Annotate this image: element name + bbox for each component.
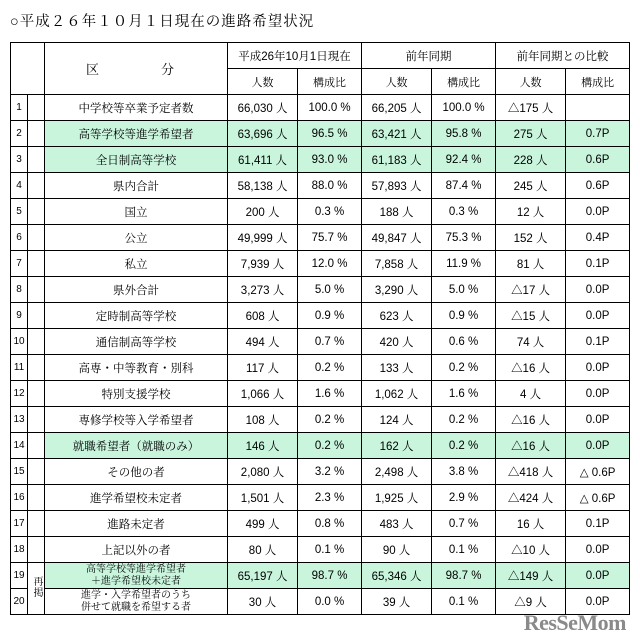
value-previous-share: 87.4 % <box>432 173 496 199</box>
value-diff-share: 0.0P <box>566 407 630 433</box>
value-diff-count: 228 人 <box>495 147 565 173</box>
row-indent-gutter <box>28 459 45 485</box>
table-row <box>11 537 630 563</box>
value-current-count: 63,696 人 <box>227 121 297 147</box>
row-number: 20 <box>11 589 28 615</box>
value-current-share: 98.7 % <box>298 563 362 589</box>
value-current-count: 117 人 <box>227 355 297 381</box>
value-current-share: 2.3 % <box>298 485 362 511</box>
table-row <box>11 485 630 511</box>
header-sub-d2: 構成比 <box>566 69 630 95</box>
value-current-share: 0.2 % <box>298 407 362 433</box>
value-previous-count: 63,421 人 <box>361 121 431 147</box>
value-current-count: 494 人 <box>227 329 297 355</box>
row-number: 12 <box>11 381 28 407</box>
row-number: 6 <box>11 225 28 251</box>
row-label: 専修学校等入学希望者 <box>45 407 228 433</box>
table-row <box>11 95 630 121</box>
value-previous-share: 1.6 % <box>432 381 496 407</box>
value-diff-count: 275 人 <box>495 121 565 147</box>
value-previous-count: 65,346 人 <box>361 563 431 589</box>
value-diff-count: △16 人 <box>495 355 565 381</box>
row-label: 公立 <box>45 225 228 251</box>
row-indent-gutter <box>28 381 45 407</box>
value-diff-share: 0.1P <box>566 251 630 277</box>
value-previous-share: 0.2 % <box>432 355 496 381</box>
value-diff-count: △16 人 <box>495 433 565 459</box>
row-number: 11 <box>11 355 28 381</box>
value-diff-count: △16 人 <box>495 407 565 433</box>
value-current-count: 108 人 <box>227 407 297 433</box>
value-previous-share: 100.0 % <box>432 95 496 121</box>
value-diff-share: 0.0P <box>566 537 630 563</box>
row-label: 県外合計 <box>45 277 228 303</box>
row-label: 県内合計 <box>45 173 228 199</box>
row-label: 上記以外の者 <box>45 537 228 563</box>
row-number: 19 <box>11 563 28 589</box>
value-diff-share: 0.4P <box>566 225 630 251</box>
value-current-count: 1,501 人 <box>227 485 297 511</box>
value-previous-share: 5.0 % <box>432 277 496 303</box>
value-current-share: 0.1 % <box>298 537 362 563</box>
row-number: 1 <box>11 95 28 121</box>
value-current-count: 61,411 人 <box>227 147 297 173</box>
header-sub-p2: 構成比 <box>432 69 496 95</box>
table-header-groups <box>11 43 630 69</box>
row-number: 9 <box>11 303 28 329</box>
row-number: 8 <box>11 277 28 303</box>
table-row <box>11 511 630 537</box>
row-number: 16 <box>11 485 28 511</box>
header-group-current: 平成26年10月1日現在 <box>227 43 361 69</box>
row-label: 進路未定者 <box>45 511 228 537</box>
row-indent-gutter <box>28 537 45 563</box>
row-label: 高専・中等教育・別科 <box>45 355 228 381</box>
watermark: ResSeMom <box>523 610 626 635</box>
value-current-count: 30 人 <box>227 589 297 615</box>
value-diff-share: 0.0P <box>566 199 630 225</box>
value-previous-share: 3.8 % <box>432 459 496 485</box>
value-current-share: 75.7 % <box>298 225 362 251</box>
row-number: 10 <box>11 329 28 355</box>
table-row <box>11 147 630 173</box>
value-previous-count: 90 人 <box>361 537 431 563</box>
header-sub-n2: 人数 <box>361 69 431 95</box>
row-indent-gutter <box>28 511 45 537</box>
value-diff-count: △424 人 <box>495 485 565 511</box>
row-label: 全日制高等学校 <box>45 147 228 173</box>
value-diff-count: 74 人 <box>495 329 565 355</box>
value-diff-share: 0.7P <box>566 121 630 147</box>
table-row <box>11 433 630 459</box>
value-current-count: 3,273 人 <box>227 277 297 303</box>
table-row <box>11 251 630 277</box>
value-diff-share <box>566 95 630 121</box>
header-sub-n1: 人数 <box>227 69 297 95</box>
row-label: 高等学校等進学希望者 ＋進学希望校未定者 <box>45 563 228 589</box>
value-diff-share: 0.0P <box>566 381 630 407</box>
value-previous-share: 0.2 % <box>432 407 496 433</box>
header-group-diff: 前年同期との比較 <box>495 43 629 69</box>
value-previous-count: 133 人 <box>361 355 431 381</box>
row-indent-gutter <box>28 199 45 225</box>
value-diff-count: △175 人 <box>495 95 565 121</box>
value-diff-count: △149 人 <box>495 563 565 589</box>
value-current-share: 3.2 % <box>298 459 362 485</box>
value-previous-count: 49,847 人 <box>361 225 431 251</box>
value-current-share: 100.0 % <box>298 95 362 121</box>
table-row <box>11 459 630 485</box>
value-previous-share: 0.1 % <box>432 589 496 615</box>
value-current-count: 49,999 人 <box>227 225 297 251</box>
value-current-share: 0.2 % <box>298 355 362 381</box>
row-number: 13 <box>11 407 28 433</box>
row-label: 国立 <box>45 199 228 225</box>
value-previous-count: 188 人 <box>361 199 431 225</box>
value-previous-count: 57,893 人 <box>361 173 431 199</box>
header-sub-p1: 構成比 <box>298 69 362 95</box>
value-previous-count: 420 人 <box>361 329 431 355</box>
row-number: 15 <box>11 459 28 485</box>
value-previous-share: 0.3 % <box>432 199 496 225</box>
row-indent-gutter <box>28 147 45 173</box>
value-diff-count: 16 人 <box>495 511 565 537</box>
value-current-count: 66,030 人 <box>227 95 297 121</box>
row-number: 14 <box>11 433 28 459</box>
value-current-share: 0.8 % <box>298 511 362 537</box>
header-division: 区 分 <box>45 43 228 95</box>
row-label: 就職希望者（就職のみ） <box>45 433 228 459</box>
value-diff-share: 0.0P <box>566 589 630 615</box>
table-row <box>11 173 630 199</box>
value-previous-count: 7,858 人 <box>361 251 431 277</box>
value-diff-count: 152 人 <box>495 225 565 251</box>
value-diff-count: △9 人 <box>495 589 565 615</box>
row-label: 特別支援学校 <box>45 381 228 407</box>
row-number: 7 <box>11 251 28 277</box>
header-spacer <box>11 43 28 69</box>
row-indent-gutter <box>28 303 45 329</box>
value-previous-share: 95.8 % <box>432 121 496 147</box>
value-current-share: 0.7 % <box>298 329 362 355</box>
value-previous-share: 2.9 % <box>432 485 496 511</box>
value-diff-share: △ 0.6P <box>566 485 630 511</box>
header-spacer2 <box>28 43 45 69</box>
value-current-share: 0.3 % <box>298 199 362 225</box>
value-previous-count: 66,205 人 <box>361 95 431 121</box>
value-diff-share: △ 0.6P <box>566 459 630 485</box>
value-diff-count: △15 人 <box>495 303 565 329</box>
row-indent-gutter <box>28 225 45 251</box>
value-previous-count: 1,925 人 <box>361 485 431 511</box>
value-current-count: 80 人 <box>227 537 297 563</box>
row-indent-gutter <box>28 433 45 459</box>
value-diff-count: △418 人 <box>495 459 565 485</box>
row-indent-gutter <box>28 277 45 303</box>
value-current-share: 0.9 % <box>298 303 362 329</box>
shinro-kibou-table <box>10 42 630 615</box>
value-previous-count: 39 人 <box>361 589 431 615</box>
value-current-count: 608 人 <box>227 303 297 329</box>
row-indent-gutter <box>28 121 45 147</box>
row-number: 5 <box>11 199 28 225</box>
row-label: 通信制高等学校 <box>45 329 228 355</box>
value-previous-count: 124 人 <box>361 407 431 433</box>
row-label: 定時制高等学校 <box>45 303 228 329</box>
value-previous-share: 0.1 % <box>432 537 496 563</box>
value-previous-count: 61,183 人 <box>361 147 431 173</box>
value-diff-count: 81 人 <box>495 251 565 277</box>
value-current-count: 200 人 <box>227 199 297 225</box>
value-previous-count: 483 人 <box>361 511 431 537</box>
table-row <box>11 407 630 433</box>
value-current-share: 96.5 % <box>298 121 362 147</box>
row-indent-gutter <box>28 329 45 355</box>
value-previous-share: 0.2 % <box>432 433 496 459</box>
row-indent-gutter <box>28 95 45 121</box>
table-row <box>11 277 630 303</box>
value-diff-share: 0.1P <box>566 511 630 537</box>
row-label: 中学校等卒業予定者数 <box>45 95 228 121</box>
header-spacer3 <box>11 69 28 95</box>
value-diff-count: 12 人 <box>495 199 565 225</box>
value-current-count: 1,066 人 <box>227 381 297 407</box>
value-diff-share: 0.1P <box>566 329 630 355</box>
row-indent-gutter <box>28 173 45 199</box>
page-title: ○平成２６年１０月１日現在の進路希望状況 <box>10 14 315 30</box>
row-number: 3 <box>11 147 28 173</box>
row-number: 18 <box>11 537 28 563</box>
value-diff-count: 245 人 <box>495 173 565 199</box>
value-previous-share: 0.7 % <box>432 511 496 537</box>
value-current-count: 2,080 人 <box>227 459 297 485</box>
row-number: 4 <box>11 173 28 199</box>
value-diff-share: 0.6P <box>566 147 630 173</box>
row-indent-gutter <box>28 355 45 381</box>
value-current-share: 0.2 % <box>298 433 362 459</box>
value-previous-share: 92.4 % <box>432 147 496 173</box>
value-previous-share: 98.7 % <box>432 563 496 589</box>
value-current-share: 12.0 % <box>298 251 362 277</box>
value-previous-count: 1,062 人 <box>361 381 431 407</box>
row-label: 進学希望校未定者 <box>45 485 228 511</box>
value-current-share: 1.6 % <box>298 381 362 407</box>
table-row <box>11 381 630 407</box>
value-diff-share: 0.6P <box>566 173 630 199</box>
value-previous-count: 623 人 <box>361 303 431 329</box>
table-row <box>11 225 630 251</box>
value-previous-count: 3,290 人 <box>361 277 431 303</box>
value-current-share: 5.0 % <box>298 277 362 303</box>
header-spacer4 <box>28 69 45 95</box>
row-number: 17 <box>11 511 28 537</box>
table-row <box>11 355 630 381</box>
value-previous-share: 0.6 % <box>432 329 496 355</box>
row-indent-gutter <box>28 251 45 277</box>
table-row <box>11 121 630 147</box>
row-label: その他の者 <box>45 459 228 485</box>
value-previous-share: 75.3 % <box>432 225 496 251</box>
value-current-count: 146 人 <box>227 433 297 459</box>
row-indent-gutter <box>28 407 45 433</box>
value-current-count: 65,197 人 <box>227 563 297 589</box>
value-previous-share: 11.9 % <box>432 251 496 277</box>
value-diff-count: △17 人 <box>495 277 565 303</box>
value-diff-count: 4 人 <box>495 381 565 407</box>
row-label: 私立 <box>45 251 228 277</box>
header-sub-d1: 人数 <box>495 69 565 95</box>
table-row <box>11 563 630 589</box>
value-current-share: 88.0 % <box>298 173 362 199</box>
saikei-label: 再掲 <box>28 563 45 615</box>
table-row <box>11 329 630 355</box>
value-current-count: 58,138 人 <box>227 173 297 199</box>
value-current-share: 93.0 % <box>298 147 362 173</box>
value-diff-share: 0.0P <box>566 563 630 589</box>
value-diff-share: 0.0P <box>566 355 630 381</box>
value-previous-share: 0.9 % <box>432 303 496 329</box>
value-current-share: 0.0 % <box>298 589 362 615</box>
table-row <box>11 199 630 225</box>
value-diff-share: 0.0P <box>566 303 630 329</box>
value-diff-count: △10 人 <box>495 537 565 563</box>
value-previous-count: 162 人 <box>361 433 431 459</box>
header-group-previous: 前年同期 <box>361 43 495 69</box>
table-row <box>11 303 630 329</box>
row-indent-gutter <box>28 485 45 511</box>
row-label: 進学・入学希望者のうち 併せて就職を希望する者 <box>45 589 228 615</box>
row-label: 高等学校等進学希望者 <box>45 121 228 147</box>
value-current-count: 7,939 人 <box>227 251 297 277</box>
row-number: 2 <box>11 121 28 147</box>
value-current-count: 499 人 <box>227 511 297 537</box>
value-previous-count: 2,498 人 <box>361 459 431 485</box>
table-body <box>11 95 630 615</box>
value-diff-share: 0.0P <box>566 277 630 303</box>
value-diff-share: 0.0P <box>566 433 630 459</box>
